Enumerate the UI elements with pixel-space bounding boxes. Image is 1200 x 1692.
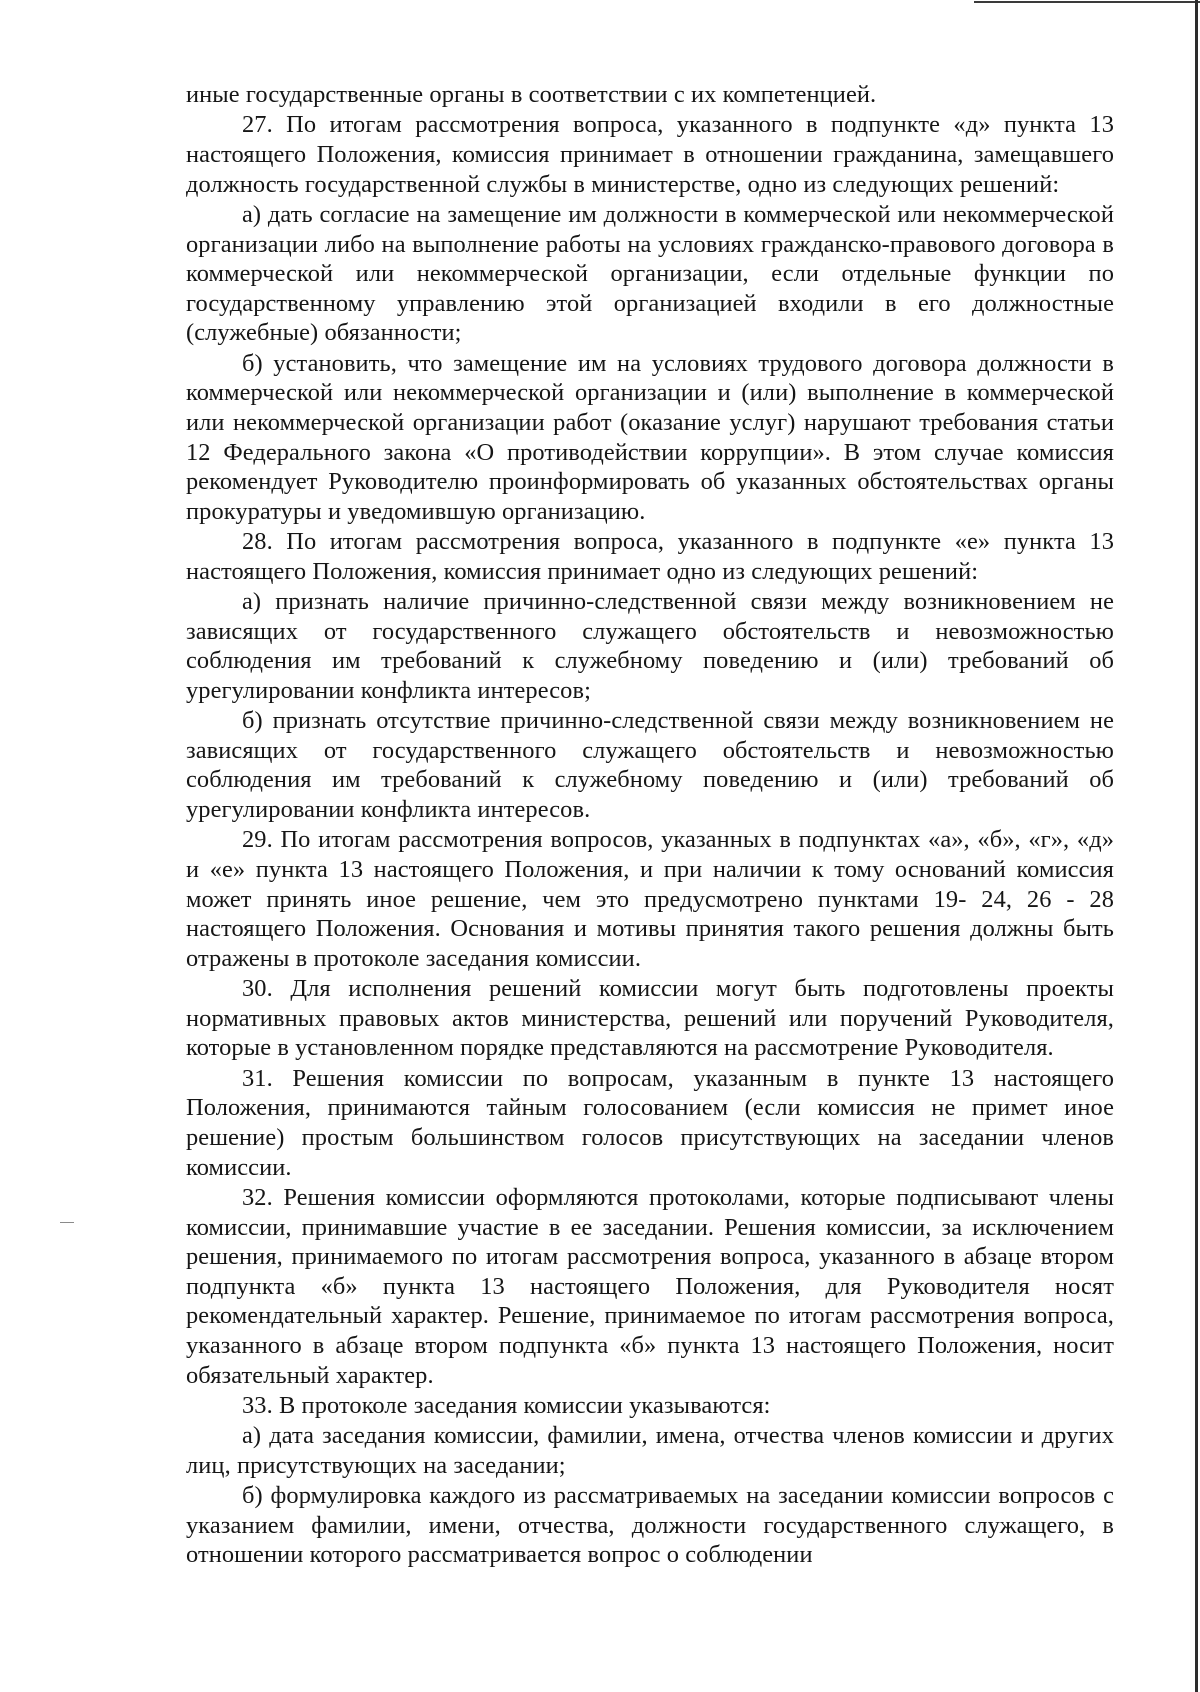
paragraph-item-28-a: а) признать наличие причинно-следственной связи между возникновением не зависящих от государственного служащего обстоятельств и невозможностью соблюдения им требований к служебному поведению и (или) требований об урегулировании конфликта интересов; bbox=[186, 588, 1114, 704]
scan-mark-left bbox=[60, 1222, 74, 1223]
paragraph-item-28: 28. По итогам рассмотрения вопроса, указанного в подпункте «е» пункта 13 настоящего Положения, комиссия принимает одно из следующих решений: bbox=[186, 528, 1114, 585]
paragraph-item-33: 33. В протоколе заседания комиссии указываются: bbox=[242, 1391, 771, 1419]
paragraph-item-27: 27. По итогам рассмотрения вопроса, указанного в подпункте «д» пункта 13 настоящего Положения, комиссия принимает в отношении гражданина, замещавшего должность государственной службы в министерстве, одно из следующих решений: bbox=[186, 111, 1114, 198]
paragraph-continuation: иные государственные органы в соответствии с их компетенцией. bbox=[186, 81, 877, 108]
paragraph-item-33-a: а) дата заседания комиссии, фамилии, имена, отчества членов комиссии и других лиц, присутствующих на заседании; bbox=[186, 1422, 1114, 1479]
paragraph-item-30: 30. Для исполнения решений комиссии могут быть подготовлены проекты нормативных правовых актов министерства, решений или поручений Руководителя, которые в установленном порядке представляются на рассмотрение Руководителя. bbox=[186, 975, 1114, 1062]
scan-edge-top bbox=[974, 1, 1200, 3]
paragraph-item-28-b: б) признать отсутствие причинно-следственной связи между возникновением не зависящих от государственного служащего обстоятельств и невозможностью соблюдения им требований к служебному поведению и (или) требований об урегулировании конфликта интересов. bbox=[186, 707, 1114, 824]
paragraph-item-27-b: б) установить, что замещение им на условиях трудового договора должности в коммерческой или некоммерческой организации и (или) выполнение в коммерческой или некоммерческой организации работ (оказание услуг) нарушают требования статьи 12 Федерального закона «О противодействии коррупции». В этом случае комиссия рекомендует Руководителю проинформировать об указанных обстоятельствах органы прокуратуры и уведомившую организацию. bbox=[186, 349, 1114, 525]
paragraph-item-32: 32. Решения комиссии оформляются протоколами, которые подписывают члены комиссии, принимавшие участие в ее заседании. Решения комиссии, за исключением решения, принимаемого по итогам рассмотрения вопроса, указанного в абзаце втором подпункта «б» пункта 13 настоящего Положения, для Руководителя носят рекомендательный характер. Решение, принимаемое по итогам рассмотрения вопроса, указанного в абзаце втором подпункта «б» пункта 13 настоящего Положения, носит обязательный характер. bbox=[186, 1183, 1114, 1389]
paragraph-item-27-a: а) дать согласие на замещение им должности в коммерческой или некоммерческой организации либо на выполнение работы на условиях гражданско-правового договора в коммерческой или некоммерческой организации, если отдельные функции по государственному управлению этой организацией входили в его должностные (служебные) обязанности; bbox=[186, 200, 1114, 347]
scan-edge-right bbox=[1195, 0, 1198, 1692]
document-page bbox=[186, 80, 1114, 1570]
paragraph-item-31: 31. Решения комиссии по вопросам, указанным в пункте 13 настоящего Положения, принимаются тайным голосованием (если комиссия не примет иное решение) простым большинством голосов присутствующих на заседании членов комиссии. bbox=[186, 1064, 1114, 1181]
paragraph-item-33-b: б) формулировка каждого из рассматриваемых на заседании комиссии вопросов с указанием фамилии, имени, отчества, должности государственного служащего, в отношении которого рассматривается вопрос о соблюдении bbox=[186, 1482, 1114, 1569]
paragraph-item-29: 29. По итогам рассмотрения вопросов, указанных в подпунктах «а», «б», «г», «д» и «е» пункта 13 настоящего Положения, и при наличии к тому оснований комиссия может принять иное решение, чем это предусмотрено пунктами 19- 24, 26 - 28 настоящего Положения. Основания и мотивы принятия такого решения должны быть отражены в протоколе заседания комиссии. bbox=[186, 826, 1114, 972]
